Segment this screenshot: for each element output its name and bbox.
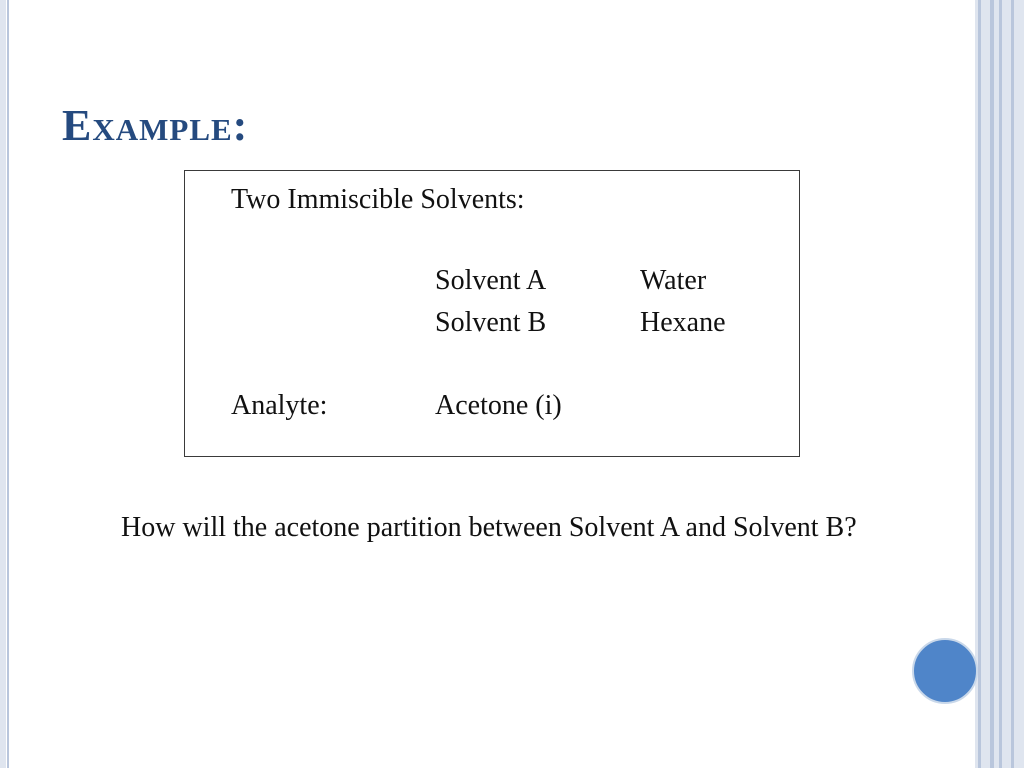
- decorative-circle: [912, 638, 978, 704]
- solvent-info-box: [184, 170, 800, 457]
- solvent-a-value: Water: [640, 265, 707, 296]
- left-decorative-bar: [0, 0, 6, 768]
- box-heading: Two Immiscible Solvents:: [231, 184, 525, 215]
- solvent-a-label: Solvent A: [435, 265, 547, 296]
- analyte-label: Analyte:: [231, 390, 328, 421]
- solvent-b-label: Solvent B: [435, 307, 547, 338]
- right-stripe: [1002, 0, 1011, 768]
- question-text: How will the acetone partition between Solvent A and Solvent B?: [121, 512, 857, 543]
- solvent-b-value: Hexane: [640, 307, 726, 338]
- right-stripe: [1014, 0, 1024, 768]
- left-decorative-line: [7, 0, 9, 768]
- right-stripe: [981, 0, 990, 768]
- slide-title: Example:: [62, 101, 249, 150]
- analyte-value: Acetone (i): [435, 390, 562, 421]
